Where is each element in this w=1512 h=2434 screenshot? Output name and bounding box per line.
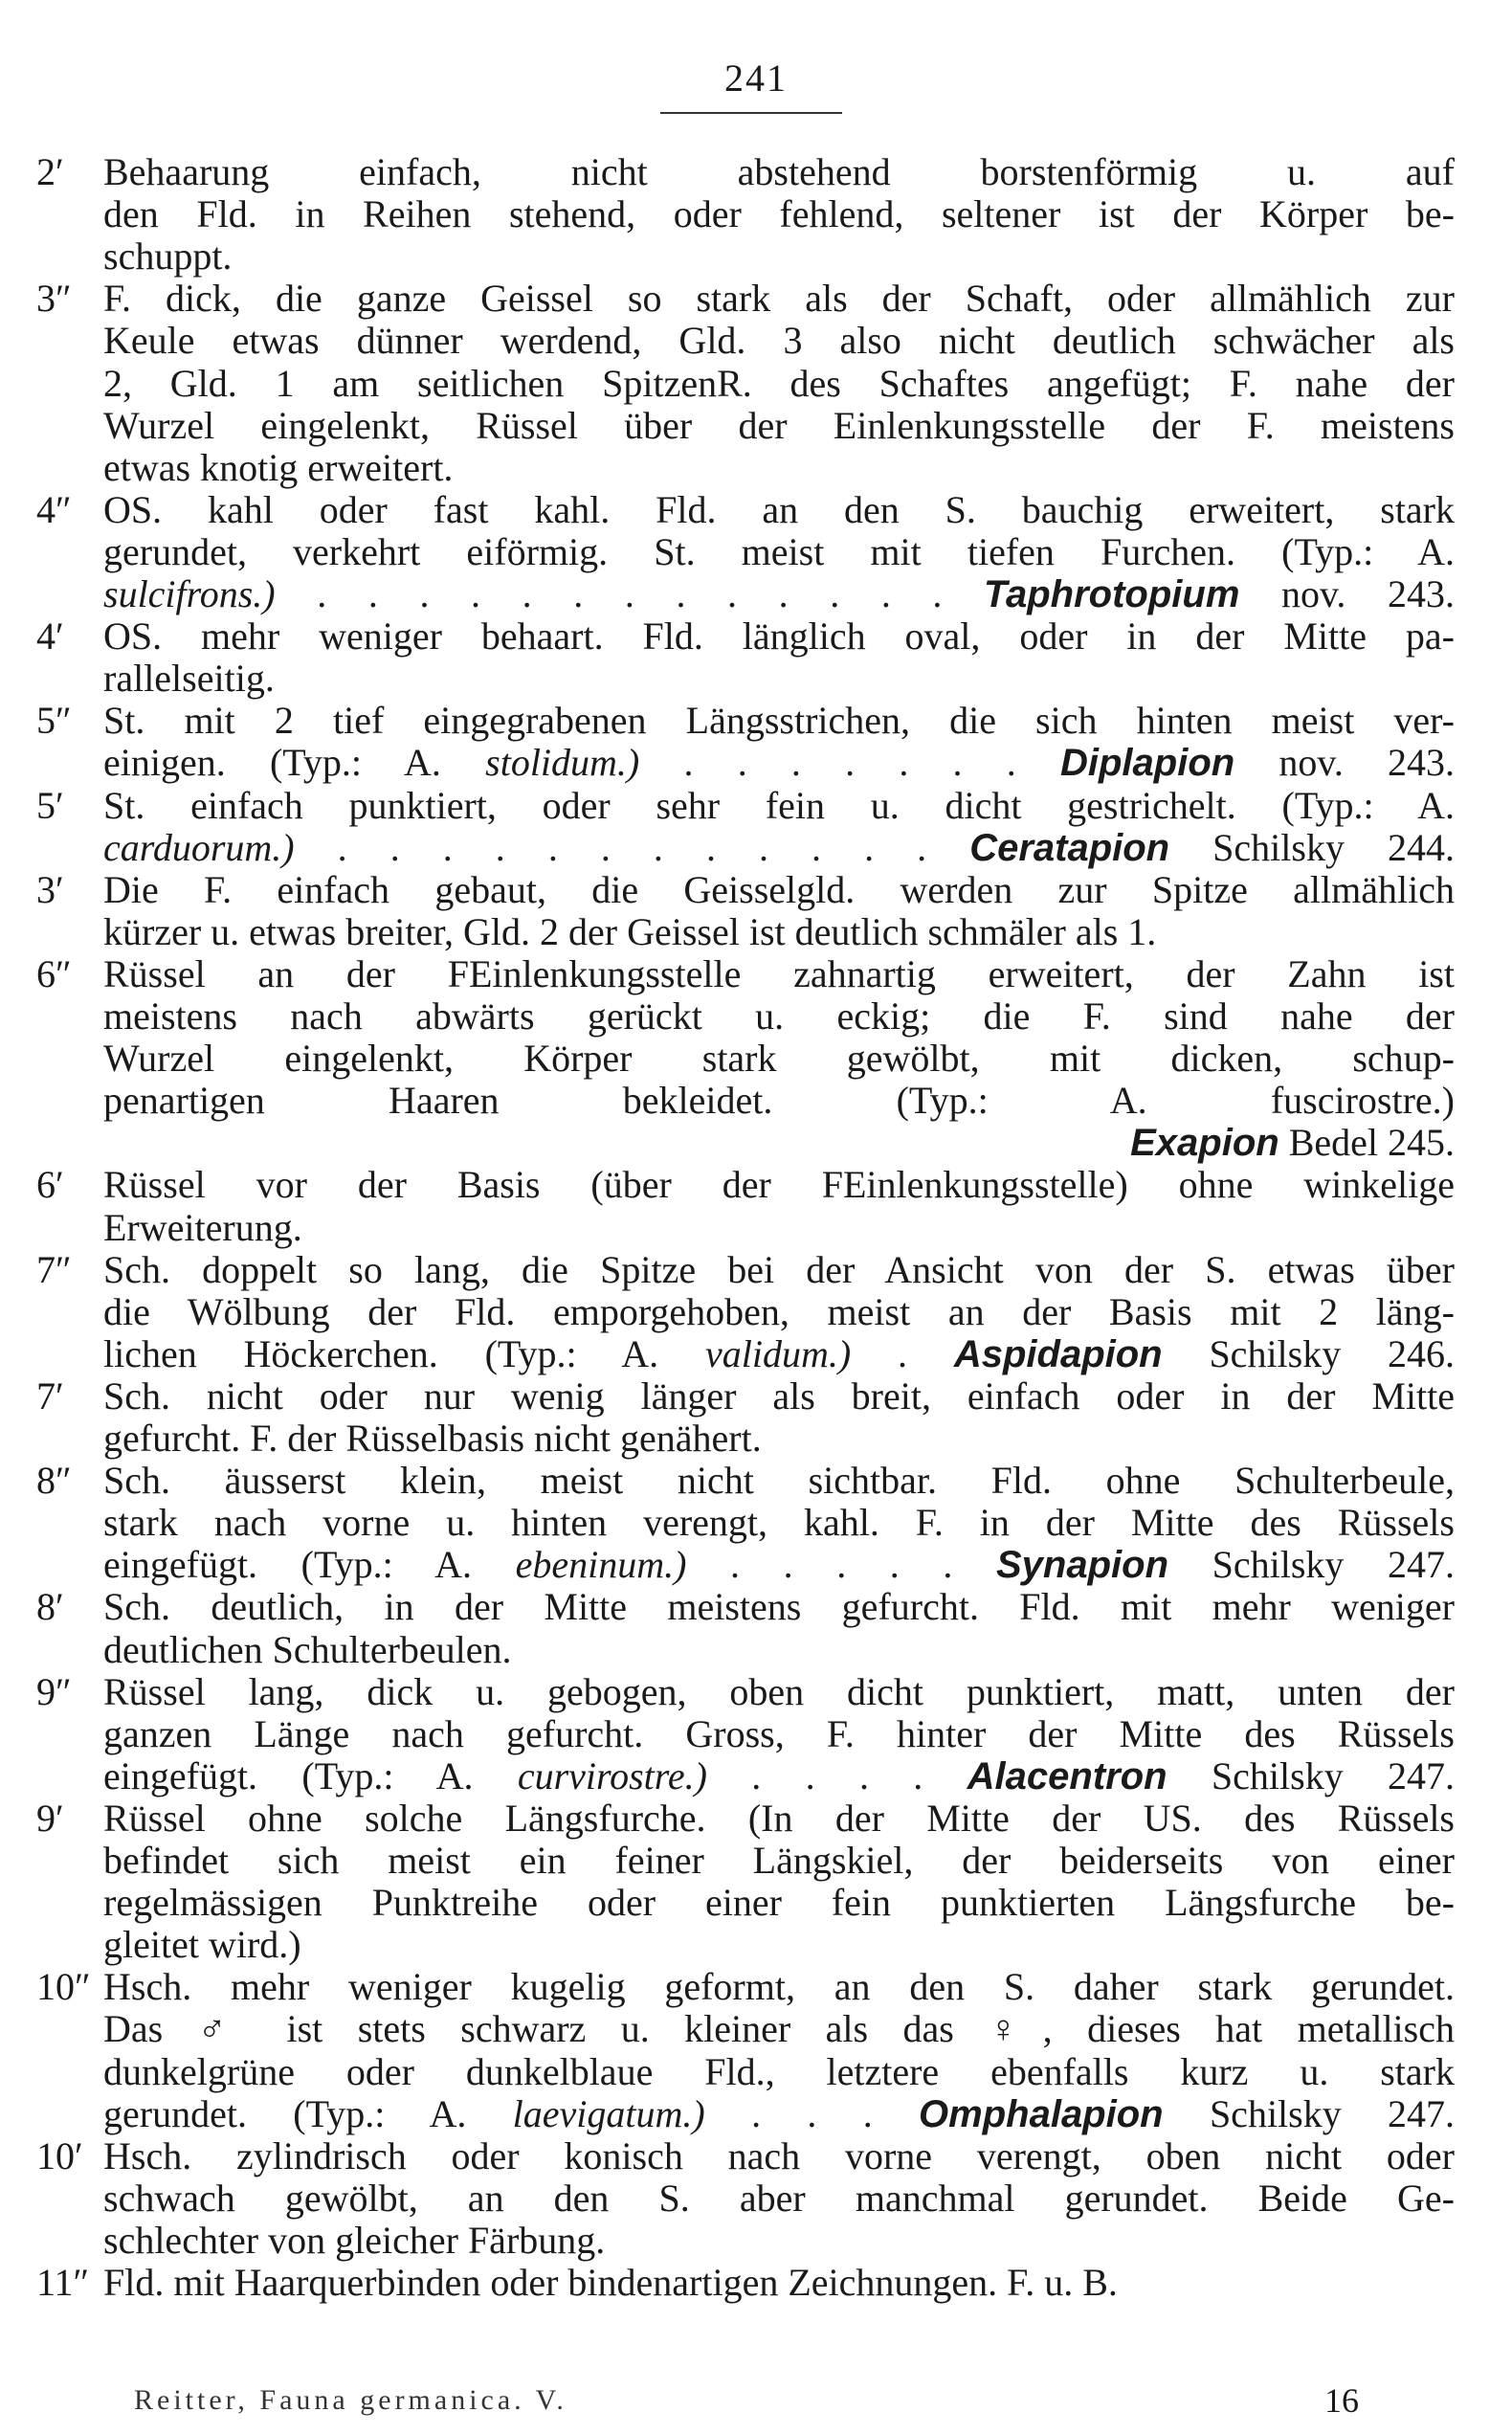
text-line: Rüssel lang, dick u. gebogen, oben dicht punktiert, matt, unten der	[103, 1670, 1455, 1713]
text-line: St. einfach punktiert, oder sehr fein u. dicht gestrichelt. (Typ.: A.	[103, 784, 1455, 827]
text-line: Behaarung einfach, nicht abstehend borstenförmig u. auf	[103, 151, 1455, 193]
text-line: deutlichen Schulterbeulen.	[103, 1628, 512, 1671]
couplet-marker: 3″	[36, 277, 72, 321]
text-line: die Wölbung der Fld. emporgehoben, meist an der Basis mit 2 läng-	[103, 1290, 1455, 1333]
couplet-marker: 8′	[36, 1585, 64, 1629]
leader-dots: . . . .	[751, 1754, 923, 1798]
text-line: befindet sich meist ein feiner Längskiel, der beiderseits von einer	[103, 1840, 1455, 1882]
text-line: kürzer u. etwas breiter, Gld. 2 der Geissel ist deutlich schmäler als 1.	[103, 910, 1157, 953]
couplet-marker: 10′	[36, 2133, 83, 2177]
text-line: Die F. einfach gebaut, die Geisselgld. werden zur Spitze allmählich	[103, 868, 1455, 911]
text-line: meistens nach abwärts gerückt u. eckig; die F. sind nahe der	[103, 995, 1455, 1038]
taxon-line	[103, 1333, 1455, 1375]
text-line: St. mit 2 tief eingegrabenen Längsstrichen, die sich hinten meist ver-	[103, 700, 1455, 743]
text-line: dunkelgrüne oder dunkelblaue Fld., letztere ebenfalls kurz u. stark	[103, 2050, 1455, 2093]
page-reference: Schilsky 247.	[1212, 1544, 1455, 1587]
text-line: schwach gewölbt, an den S. aber manchmal gerundet. Beide Ge-	[103, 2177, 1455, 2220]
couplet-marker: 9′	[36, 1796, 64, 1840]
couplet-marker: 7″	[36, 1247, 72, 1291]
couplet-marker: 6′	[36, 1163, 64, 1207]
text-line: Rüssel an der FEinlenkungsstelle zahnartig erweitert, der Zahn ist	[103, 952, 1455, 995]
text-line: gefurcht. F. der Rüsselbasis nicht genähert.	[103, 1418, 762, 1460]
couplet-marker: 7′	[36, 1373, 64, 1418]
couplet-marker: 5′	[36, 783, 64, 827]
text-line: stark nach vorne u. hinten verengt, kahl. F. in der Mitte des Rüssels	[103, 1502, 1455, 1545]
text-line: 2, Gld. 1 am seitlichen SpitzenR. des Schaftes angefügt; F. nahe der	[103, 362, 1455, 405]
text-line: OS. mehr weniger behaart. Fld. länglich oval, oder in der Mitte pa-	[103, 615, 1455, 659]
genus-name: Aspidapion	[953, 1332, 1163, 1375]
type-reference: eingefügt. (Typ.: A.	[103, 1754, 474, 1798]
type-reference: lichen Höckerchen. (Typ.: A.	[103, 1332, 659, 1375]
text-line: Sch. doppelt so lang, die Spitze bei der Ansicht von der S. etwas über	[103, 1248, 1455, 1291]
page-reference: Schilsky 247.	[1211, 1754, 1455, 1798]
text-line: Wurzel eingelenkt, Rüssel über der Einlenkungsstelle der F. meistens	[103, 404, 1455, 447]
type-species: curvirostre.)	[517, 1754, 707, 1798]
text-line: Das ♂ ist stets schwarz u. kleiner als das ♀, dieses hat metallisch	[103, 2008, 1455, 2051]
taxon-line	[103, 1544, 1455, 1586]
leader-dots: . . . . . . . . . . . . .	[317, 573, 943, 615]
text-line: F. dick, die ganze Geissel so stark als der Schaft, oder allmählich zur	[103, 278, 1455, 321]
page-number-rule	[660, 112, 842, 114]
text-line: Fld. mit Haarquerbinden oder bindenartigen Zeichnungen. F. u. B.	[103, 2262, 1118, 2304]
type-species: carduorum.)	[103, 826, 295, 869]
text-line: gerundet, verkehrt eiförmig. St. meist mit tiefen Furchen. (Typ.: A.	[103, 530, 1455, 573]
text-line: penartigen Haaren bekleidet. (Typ.: A. fuscirostre.)	[103, 1080, 1455, 1123]
genus-name: Ceratapion	[969, 826, 1170, 869]
text-line: schuppt.	[103, 235, 233, 279]
couplet-marker: 4″	[36, 487, 72, 531]
couplet-marker: 5″	[36, 699, 72, 743]
page-reference: Schilsky 244.	[1212, 826, 1455, 869]
leader-dots: . . .	[751, 2092, 873, 2135]
text-line: Sch. äusserst klein, meist nicht sichtbar. Fld. ohne Schulterbeule,	[103, 1460, 1455, 1503]
text-line: OS. kahl oder fast kahl. Fld. an den S. bauchig erweitert, stark	[103, 488, 1455, 531]
type-species: sulcifrons.)	[103, 573, 276, 615]
page-reference: Schilsky 247.	[1209, 2092, 1455, 2135]
type-species: ebeninum.)	[515, 1544, 687, 1587]
couplet-marker: 8″	[36, 1459, 72, 1503]
genus-name: Alacentron	[967, 1754, 1167, 1798]
text-line: Wurzel eingelenkt, Körper stark gewölbt, mit dicken, schup-	[103, 1038, 1455, 1081]
taxon-line	[103, 573, 1455, 615]
couplet-marker: 2′	[36, 150, 64, 193]
genus-name: Omphalapion	[919, 2092, 1164, 2135]
text-line: rallelseitig.	[103, 658, 275, 701]
type-reference: gerundet. (Typ.: A.	[103, 2092, 467, 2135]
page-reference: Schilsky 246.	[1209, 1332, 1455, 1375]
text-line: regelmässigen Punktreihe oder einer fein punktierten Längsfurche be-	[103, 1882, 1455, 1925]
text-line: Keule etwas dünner werdend, Gld. 3 also nicht deutlich schwächer als	[103, 320, 1455, 363]
text-line: Rüssel vor der Basis (über der FEinlenkungsstelle) ohne winkelige	[103, 1164, 1455, 1207]
genus-name: Diplapion	[1059, 742, 1235, 785]
leader-dots: .	[898, 1332, 907, 1375]
text-line: den Fld. in Reihen stehend, oder fehlend, seltener ist der Körper be-	[103, 193, 1455, 236]
taxon-line	[103, 2093, 1455, 2135]
type-species: validum.)	[704, 1332, 852, 1375]
genus-name: Exapion	[1130, 1122, 1279, 1165]
page-reference: Bedel 245.	[1288, 1122, 1455, 1165]
taxon-line	[103, 742, 1455, 784]
text-line: schlechter von gleicher Färbung.	[103, 2219, 606, 2262]
page-reference: nov. 243.	[1279, 742, 1455, 785]
text-line: Hsch. zylindrisch oder konisch nach vorne verengt, oben nicht oder	[103, 2134, 1455, 2177]
type-species: laevigatum.)	[512, 2092, 705, 2135]
couplet-marker: 9″	[36, 1669, 72, 1713]
type-reference: eingefügt. (Typ.: A.	[103, 1544, 472, 1587]
couplet-marker: 4′	[36, 614, 64, 659]
text-line: gleitet wird.)	[103, 1924, 301, 1967]
taxon-line	[103, 1122, 1455, 1164]
page-number: 241	[724, 56, 788, 100]
page-reference: nov. 243.	[1281, 573, 1455, 615]
couplet-marker: 11″	[36, 2261, 90, 2304]
leader-dots: . . . . . . . . . . . .	[337, 826, 927, 869]
couplet-marker: 10″	[36, 1965, 91, 2009]
footer-citation: Reitter, Fauna germanica. V.	[134, 2384, 567, 2416]
genus-name: Taphrotopium	[984, 573, 1240, 615]
type-reference: einigen. (Typ.: A.	[103, 742, 441, 785]
text-line: Rüssel ohne solche Längsfurche. (In der Mitte der US. des Rüssels	[103, 1797, 1455, 1840]
text-line: ganzen Länge nach gefurcht. Gross, F. hinter der Mitte des Rüssels	[103, 1712, 1455, 1755]
text-line: Sch. deutlich, in der Mitte meistens gefurcht. Fld. mit mehr weniger	[103, 1586, 1455, 1629]
text-line: etwas knotig erweitert.	[103, 446, 454, 489]
text-line: Hsch. mehr weniger kugelig geformt, an den S. daher stark gerundet.	[103, 1966, 1455, 2009]
text-line: Sch. nicht oder nur wenig länger als breit, einfach oder in der Mitte	[103, 1374, 1455, 1418]
leader-dots: . . . . . . .	[683, 742, 1016, 785]
couplet-marker: 6″	[36, 951, 72, 995]
text-line: Erweiterung.	[103, 1206, 302, 1249]
leader-dots: . . . . .	[730, 1544, 953, 1587]
page-footer	[134, 2381, 1359, 2420]
taxon-line	[103, 827, 1455, 869]
signature-number: 16	[1324, 2381, 1359, 2420]
genus-name: Synapion	[995, 1544, 1169, 1587]
type-species: stolidum.)	[485, 742, 640, 785]
taxon-line	[103, 1755, 1455, 1798]
couplet-marker: 3′	[36, 867, 64, 911]
